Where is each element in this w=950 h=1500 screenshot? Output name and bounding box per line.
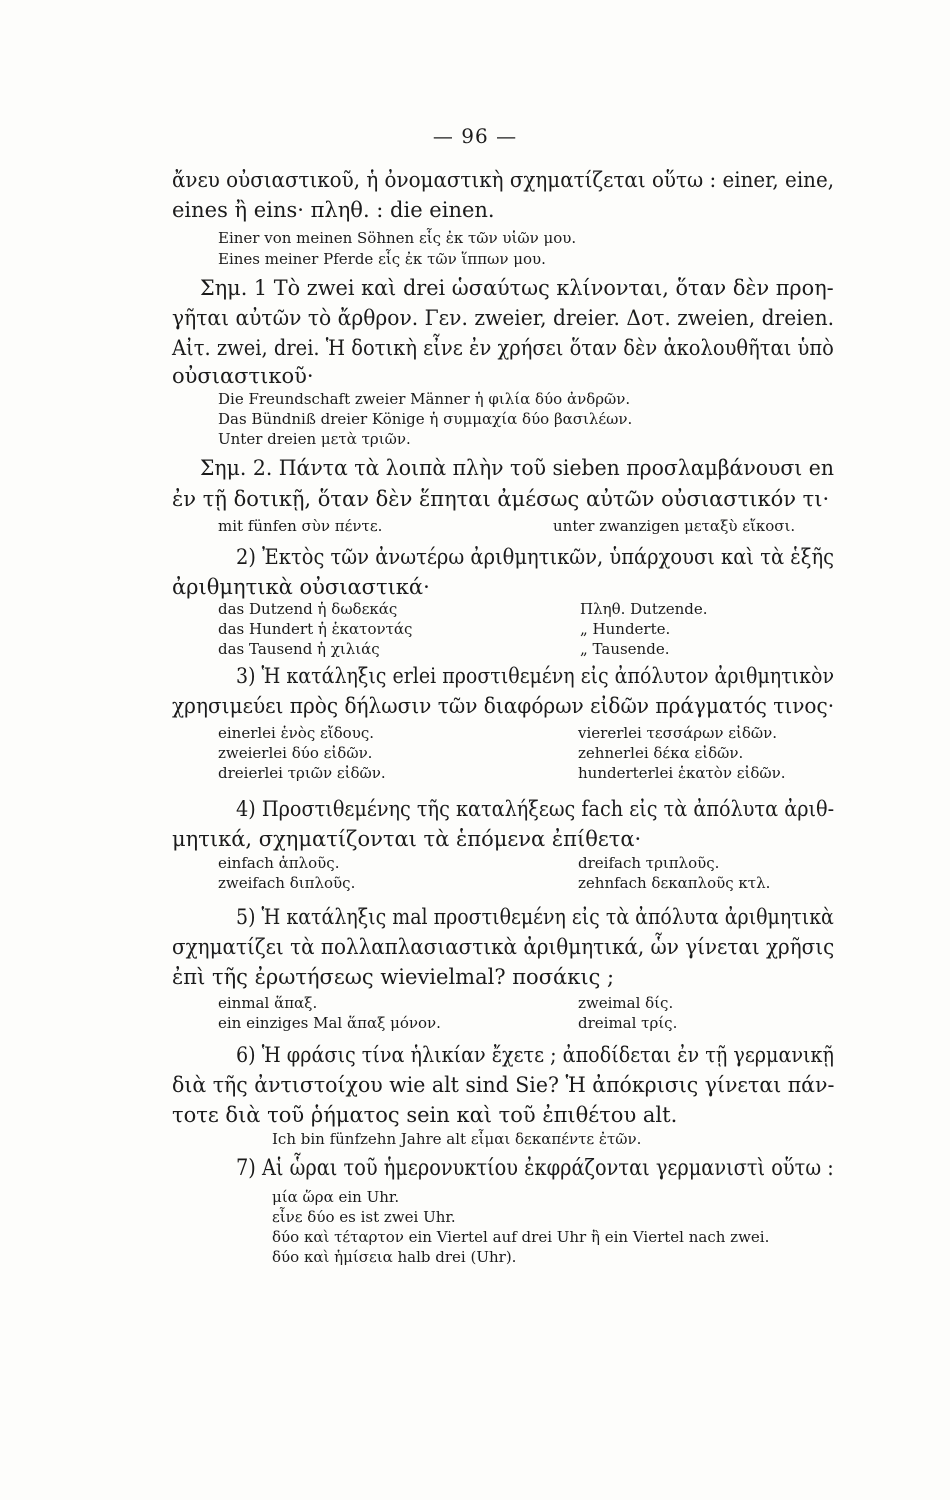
- section3-row-right: viererlei τεσσάρων εἰδῶν.: [578, 724, 778, 742]
- intro-example-1: Einer von meinen Söhnen εἷς ἐκ τῶν υἱῶν μου.: [218, 229, 577, 247]
- section5-row-left: ein einziges Mal ἅπαξ μόνον.: [218, 1014, 441, 1032]
- section4-row-left: einfach ἁπλοῦς.: [218, 854, 340, 872]
- section5-line-3: ἐπὶ τῆς ἐρωτήσεως wievielmal? ποσάκις ;: [172, 965, 615, 989]
- section4-row-right: dreifach τριπλοῦς.: [578, 854, 720, 872]
- section3-row-right: zehnerlei δέκα εἰδῶν.: [578, 744, 744, 762]
- note2-example-right: unter zwanzigen μεταξὺ εἴκοσι.: [553, 517, 796, 535]
- section3-line-2: χρησιμεύει πρὸς δήλωσιν τῶν διαφόρων εἰδῶν πράγματός τινος·: [172, 694, 835, 718]
- section2-row-left: das Dutzend ἡ δωδεκάς: [218, 600, 398, 618]
- note2-line-1: Σημ. 2. Πάντα τὰ λοιπὰ πλὴν τοῦ sieben προσλαμβάνουσι en: [200, 456, 834, 480]
- section3-line-1: 3) Ἡ κατάληξις erlei προστιθεμένη εἰς ἀπόλυτον ἀριθμητικὸν: [236, 664, 834, 688]
- section6-line-2: διὰ τῆς ἀντιστοίχου wie alt sind Sie? Ἡ ἀπόκρισις γίνεται πάν-: [172, 1073, 835, 1097]
- section5-line-2: σχηματίζει τὰ πολλαπλασιαστικὰ ἀριθμητικά, ὧν γίνεται χρῆσις: [172, 935, 835, 959]
- section4-line-2: μητικά, σχηματίζονται τὰ ἑπόμενα ἐπίθετα·: [172, 827, 642, 851]
- note1-line-1: Σημ. 1 Τὸ zwei καὶ drei ὡσαύτως κλίνονται, ὅταν δὲν προη-: [200, 276, 834, 300]
- note2-example-left: mit fünfen σὺν πέντε.: [218, 517, 383, 535]
- note1-line-4: οὐσιαστικοῦ·: [172, 364, 314, 388]
- note1-line-2: γῆται αὐτῶν τὸ ἄρθρον. Γεν. zweier, dreier. Δοτ. zweien, dreien.: [172, 306, 835, 330]
- section3-row-left: dreierlei τριῶν εἰδῶν.: [218, 764, 386, 782]
- section3-row-left: zweierlei δύο εἰδῶν.: [218, 744, 373, 762]
- section7-line-1: 7) Αἱ ὧραι τοῦ ἡμερονυκτίου ἐκφράζονται γερμανιστὶ οὕτω :: [236, 1156, 834, 1181]
- section2-row-right: Πληθ. Dutzende.: [580, 600, 708, 618]
- page-number: — 96 —: [432, 124, 518, 148]
- section7-example-2: εἶνε δύο es ist zwei Uhr.: [272, 1208, 456, 1226]
- section6-example: Ich bin fünfzehn Jahre alt εἶμαι δεκαπέντε ἐτῶν.: [272, 1130, 642, 1148]
- section4-line-1: 4) Προστιθεμένης τῆς καταλήξεως fach εἰς τὰ ἀπόλυτα ἀριθ-: [236, 797, 835, 821]
- section4-row-right: zehnfach δεκαπλοῦς κτλ.: [578, 874, 771, 892]
- section5-row-left: einmal ἅπαξ.: [218, 994, 318, 1012]
- section2-row-left: das Hundert ἡ ἑκατοντάς: [218, 620, 413, 638]
- intro-line-1: ἄνευ οὐσιαστικοῦ, ἡ ὀνομαστικὴ σχηματίζεται οὕτω : einer, eine,: [172, 168, 835, 192]
- section3-row-right: hunderterlei ἑκατὸν εἰδῶν.: [578, 764, 786, 782]
- section2-row-left: das Tausend ἡ χιλιάς: [218, 640, 380, 658]
- section6-line-3: τοτε διὰ τοῦ ῥήματος sein καὶ τοῦ ἐπιθέτου alt.: [172, 1103, 678, 1127]
- section5-row-right: dreimal τρίς.: [578, 1014, 678, 1032]
- note1-line-3: Αἰτ. zwei, drei. Ἡ δοτικὴ εἶνε ἐν χρήσει ὅταν δὲν ἀκολουθῆται ὑπὸ: [172, 336, 834, 360]
- section2-row-right: „ Hunderte.: [580, 620, 671, 638]
- section6-line-1: 6) Ἡ φράσις τίνα ἡλικίαν ἔχετε ; ἀποδίδεται ἐν τῇ γερμανικῇ: [236, 1043, 834, 1067]
- section7-example-3: δύο καὶ τέταρτον ein Viertel auf drei Uhr ἢ ein Viertel nach zwei.: [272, 1228, 770, 1246]
- note1-example-3: Unter dreien μετὰ τριῶν.: [218, 430, 411, 448]
- section2-line-1: 2) Ἐκτὸς τῶν ἀνωτέρω ἀριθμητικῶν, ὑπάρχουσι καὶ τὰ ἑξῆς: [236, 545, 835, 569]
- section2-line-2: ἀριθμητικὰ οὐσιαστικά·: [172, 575, 430, 599]
- section4-row-left: zweifach διπλοῦς.: [218, 874, 356, 892]
- section7-example-4: δύο καὶ ἡμίσεια halb drei (Uhr).: [272, 1248, 517, 1266]
- section5-row-right: zweimal δίς.: [578, 994, 674, 1012]
- section5-line-1: 5) Ἡ κατάληξις mal προστιθεμένη εἰς τὰ ἀπόλυτα ἀριθμητικὰ: [236, 905, 834, 929]
- section7-example-1: μία ὥρα ein Uhr.: [272, 1188, 400, 1206]
- note1-example-1: Die Freundschaft zweier Männer ἡ φιλία δύο ἀνδρῶν.: [218, 390, 631, 408]
- section3-row-left: einerlei ἑνὸς εἴδους.: [218, 724, 374, 742]
- intro-example-2: Eines meiner Pferde εἷς ἐκ τῶν ἵππων μου.: [218, 250, 546, 268]
- note1-example-2: Das Bündniß dreier Könige ἡ συμμαχία δύο βασιλέων.: [218, 410, 633, 428]
- note2-line-2: ἐν τῇ δοτικῇ, ὅταν δὲν ἕπηται ἀμέσως αὐτῶν οὐσιαστικόν τι·: [172, 487, 830, 511]
- section2-row-right: „ Tausende.: [580, 640, 670, 658]
- intro-line-2: eines ἢ eins· πληθ. : die einen.: [172, 198, 495, 222]
